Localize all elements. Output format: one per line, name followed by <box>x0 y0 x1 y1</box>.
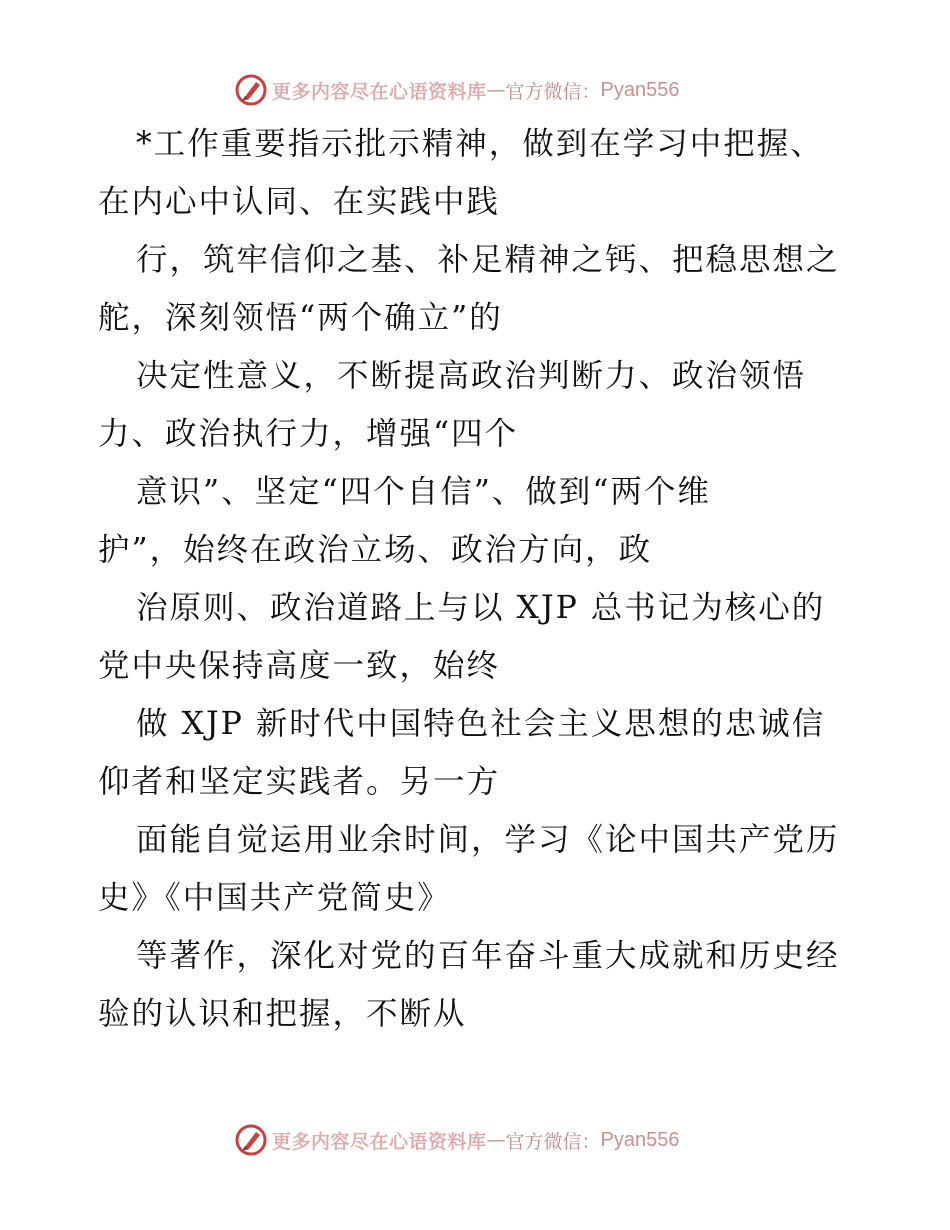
text-line: 决定性意义，不断提高政治判断力、政治领悟 <box>136 358 807 394</box>
footer-watermark <box>234 1123 680 1157</box>
text-line: 等著作，深化对党的百年奋斗重大成就和历史经 <box>136 938 840 974</box>
text-line: 党中央保持高度一致，始终 <box>98 648 501 684</box>
text-line: *工作重要指示批示精神，做到在学习中把握、 <box>136 126 824 162</box>
text-line: 护”，始终在政治立场、政治方向，政 <box>98 532 653 568</box>
text-line: 行，筑牢信仰之基、补足精神之钙、把稳思想之 <box>136 242 840 278</box>
banner-wechat-label: 官方微信： <box>505 80 601 103</box>
banner-wechat-id: Pyan556 <box>600 78 680 101</box>
text-line: 仰者和坚定实践者。另一方 <box>98 764 501 800</box>
banner-separator: — <box>486 1129 506 1151</box>
banner-main-text: 更多内容尽在心语资料库 <box>272 80 487 103</box>
text-line: 治原则、政治道路上与以 XJP 总书记为核心的 <box>136 590 826 626</box>
text-line: 意识”、坚定“四个自信”、做到“两个维 <box>136 474 711 510</box>
text-line: 面能自觉运用业余时间，学习《论中国共产党历 <box>136 822 840 858</box>
banner-wechat-id: Pyan556 <box>600 1128 680 1151</box>
quill-logo-icon <box>234 1123 268 1157</box>
banner-wechat-label: 官方微信： <box>505 1130 601 1153</box>
quill-logo-icon <box>234 73 268 107</box>
header-watermark <box>234 73 680 107</box>
banner-main-text: 更多内容尽在心语资料库 <box>272 1130 487 1153</box>
text-line: 史》《中国共产党简史》 <box>98 880 451 916</box>
text-line: 验的认识和把握，不断从 <box>98 996 467 1032</box>
banner-separator: — <box>486 79 506 101</box>
text-line: 在内心中认同、在实践中践 <box>98 184 501 220</box>
text-line: 舵，深刻领悟“两个确立”的 <box>98 300 503 336</box>
text-line: 做 XJP 新时代中国特色社会主义思想的忠诚信 <box>136 706 826 742</box>
text-line: 力、政治执行力，增强“四个 <box>98 416 519 452</box>
